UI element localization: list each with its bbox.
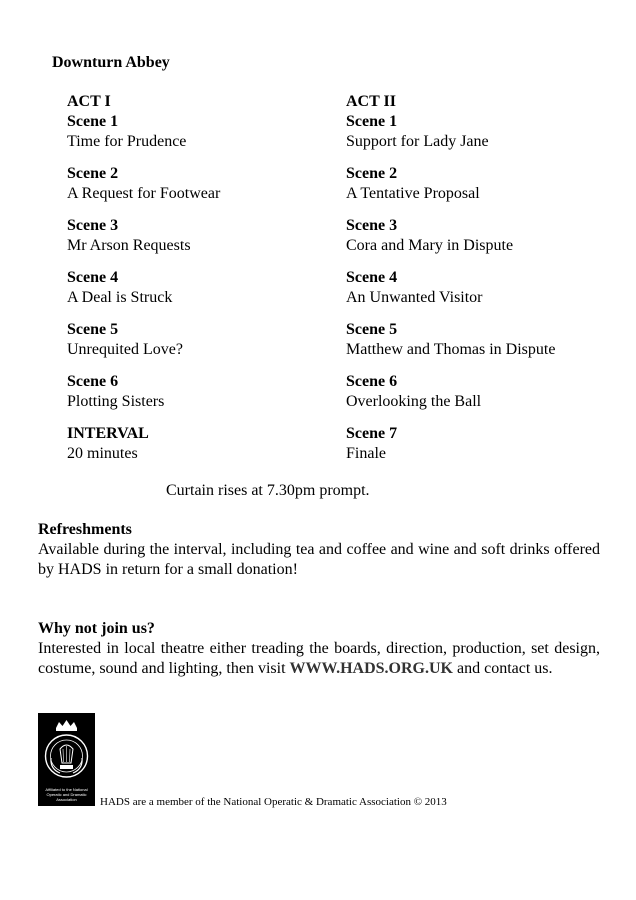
join-text-before: Interested in local theatre either treading the boards, direction, production, set design, costume, sound and lighting, then visit	[38, 640, 600, 677]
scene-title: Cora and Mary in Dispute	[346, 237, 514, 254]
act-two-column	[346, 92, 616, 476]
act-one-scene	[67, 112, 337, 152]
scene-label: Scene 3	[67, 217, 119, 234]
scene-label: Scene 4	[67, 269, 119, 286]
act-one-scene	[67, 164, 337, 204]
join-heading: Why not join us?	[38, 620, 155, 637]
scene-label: Scene 5	[67, 321, 119, 338]
act-one-scene	[67, 216, 337, 256]
scene-title: A Tentative Proposal	[346, 185, 480, 202]
act-one-heading: ACT I	[67, 93, 111, 110]
act-two-heading: ACT II	[346, 93, 396, 110]
scene-title: Unrequited Love?	[67, 341, 183, 358]
act-two-scene	[346, 320, 616, 360]
act-two-scene	[346, 268, 616, 308]
scene-label: Scene 4	[346, 269, 398, 286]
join-section	[38, 619, 600, 679]
scene-title: Finale	[346, 445, 386, 462]
scene-title: A Request for Footwear	[67, 185, 221, 202]
scene-label: Scene 2	[346, 165, 398, 182]
scene-label: Scene 7	[346, 425, 398, 442]
scene-title: Plotting Sisters	[67, 393, 165, 410]
scene-title: Support for Lady Jane	[346, 133, 489, 150]
interval-label: INTERVAL	[67, 425, 149, 442]
act-two-scene	[346, 112, 616, 152]
scene-title: Time for Prudence	[67, 133, 187, 150]
scene-label: Scene 6	[346, 373, 398, 390]
scene-label: Scene 2	[67, 165, 119, 182]
logo-caption: Affiliated to the National Operatic and Dramatic Association	[45, 787, 88, 802]
refreshments-section	[38, 520, 600, 580]
join-text	[38, 639, 600, 679]
website-link[interactable]: WWW.HADS.ORG.UK	[289, 660, 453, 677]
scene-label: Scene 1	[67, 113, 119, 130]
act-one-scene	[67, 320, 337, 360]
interval-block	[67, 424, 337, 464]
footer-note: HADS are a member of the National Operatic & Dramatic Association © 2013	[100, 796, 447, 808]
noda-crest-icon	[38, 713, 95, 793]
join-text-after: and contact us.	[452, 660, 553, 677]
noda-logo	[38, 713, 95, 806]
scene-title: An Unwanted Visitor	[346, 289, 483, 306]
programme-title: Downturn Abbey	[52, 54, 170, 71]
scene-label: Scene 3	[346, 217, 398, 234]
scene-title: Matthew and Thomas in Dispute	[346, 341, 556, 358]
act-two-scene	[346, 216, 616, 256]
act-two-scene	[346, 372, 616, 412]
scene-title: Overlooking the Ball	[346, 393, 482, 410]
scene-label: Scene 5	[346, 321, 398, 338]
refreshments-heading: Refreshments	[38, 521, 132, 538]
act-one-scene	[67, 268, 337, 308]
curtain-time-note: Curtain rises at 7.30pm prompt.	[166, 482, 370, 499]
act-one-column	[67, 92, 337, 476]
act-two-scene	[346, 424, 616, 464]
scene-title: A Deal is Struck	[67, 289, 173, 306]
interval-duration: 20 minutes	[67, 445, 138, 462]
scene-title: Mr Arson Requests	[67, 237, 191, 254]
act-one-scene	[67, 372, 337, 412]
scene-label: Scene 6	[67, 373, 119, 390]
scene-label: Scene 1	[346, 113, 398, 130]
act-two-scene	[346, 164, 616, 204]
refreshments-text: Available during the interval, including tea and coffee and wine and soft drinks offered by HADS in return for a small donation!	[38, 541, 600, 578]
